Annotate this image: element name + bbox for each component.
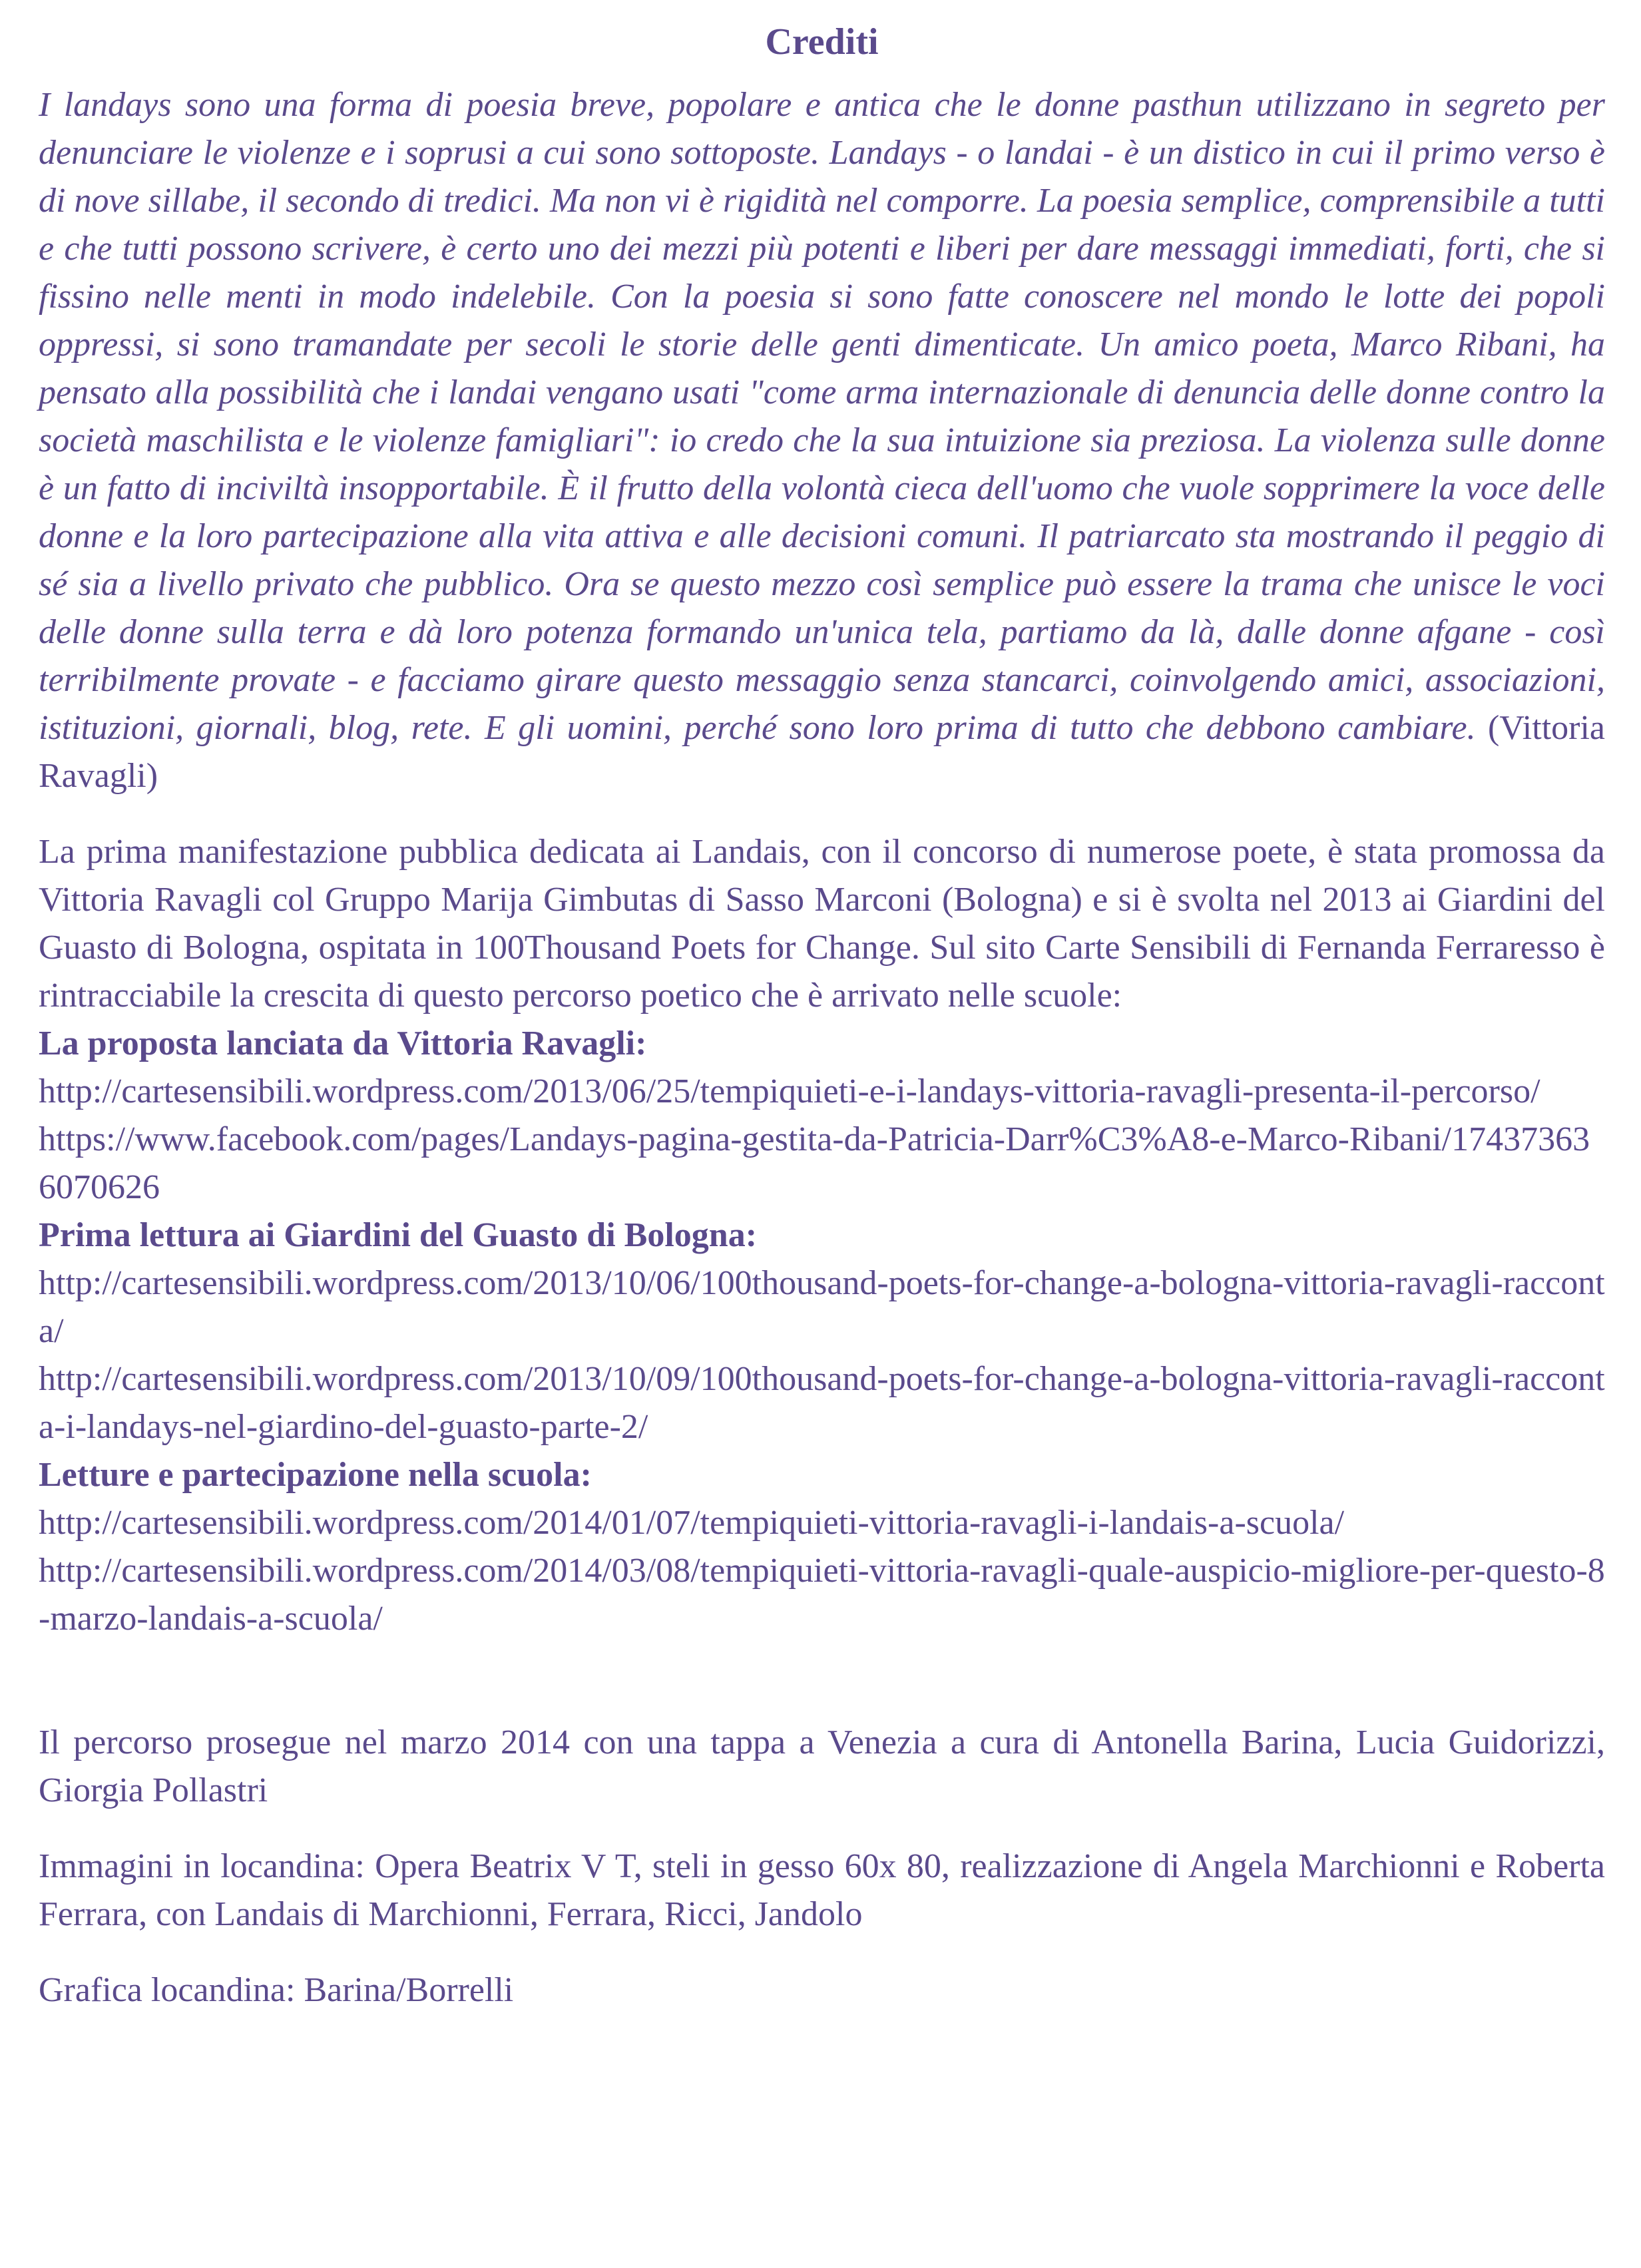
link-proposal-cartesensibili[interactable]: http://cartesensibili.wordpress.com/2013/06/25/tempiquieti-e-i-landays-vittoria-ravagli-presenta-il-percorso/	[39, 1072, 1540, 1110]
history-paragraph: La prima manifestazione pubblica dedicata ai Landais, con il concorso di numerose poete, è stata promossa da Vittoria Ravagli col Gruppo Marija Gimbutas di Sasso Marconi (Bologna) e si è svolta nel 2013 ai Giardini del Guasto di Bologna, ospitata in 100Thousand Poets for Change. Sul sito Carte Sensibili di Fernanda Ferraresso è rintracciabile la crescita di questo percorso poetico che è arrivato nelle scuole:	[39, 833, 1605, 1015]
blank-line	[39, 1643, 1605, 1691]
link-first-reading-part-1[interactable]: http://cartesensibili.wordpress.com/2013/10/06/100thousand-poets-for-change-a-bologna-vittoria-ravagli-racconta/	[39, 1264, 1605, 1350]
link-school-march[interactable]: http://cartesensibili.wordpress.com/2014/03/08/tempiquieti-vittoria-ravagli-quale-auspicio-migliore-per-questo-8-marzo-landais-a-scuola/	[39, 1552, 1605, 1638]
graphics-paragraph: Grafica locandina: Barina/Borrelli	[39, 1971, 514, 2009]
section-heading-first-reading: Prima lettura ai Giardini del Guasto di Bologna:	[39, 1216, 758, 1254]
section-heading-proposal: La proposta lanciata da Vittoria Ravagli:	[39, 1024, 647, 1062]
page-title: Crediti	[765, 21, 879, 63]
intro-paragraph	[39, 81, 1605, 800]
link-proposal-facebook[interactable]: https://www.facebook.com/pages/Landays-pagina-gestita-da-Patricia-Darr%C3%A8-e-Marco-Ribani/174373636070626	[39, 1120, 1590, 1206]
intro-italic-text: I landays sono una forma di poesia breve, popolare e antica che le donne pasthun utilizzano in segreto per denunciare le violenze e i soprusi a cui sono sottoposte. Landays - o landai - è un distico in cui il primo verso è di nove sillabe, il secondo di tredici. Ma non vi è rigidità nel comporre. La poesia semplice, comprensibile a tutti e che tutti possono scrivere, è certo uno dei mezzi più potenti e liberi per dare messaggi immediati, forti, che si fissino nelle menti in modo indelebile. Con la poesia si sono fatte conoscere nel mondo le lotte dei popoli oppressi, si sono tramandate per secoli le storie delle genti dimenticate. Un amico poeta, Marco Ribani, ha pensato alla possibilità che i landai vengano usati "come arma internazionale di denuncia delle donne contro la società maschilista e le violenze famigliari": io credo che la sua intuizione sia preziosa. La violenza sulle donne è un fatto di inciviltà insopportabile. È il frutto della volontà cieca dell'uomo che vuole sopprimere la voce delle donne e la loro partecipazione alla vita attiva e alle decisioni comuni. Il patriarcato sta mostrando il peggio di sé sia a livello privato che pubblico. Ora se questo mezzo così semplice può essere la trama che unisce le voci delle donne sulla terra e dà loro potenza formando un'unica tela, partiamo da là, dalle donne afgane - così terribilmente provate - e facciamo girare questo messaggio senza stancarci, coinvolgendo amici, associazioni, istituzioni, giornali, blog, rete. E gli uomini, perché sono loro prima di tutto che debbono cambiare.	[39, 86, 1605, 747]
venezia-paragraph: Il percorso prosegue nel marzo 2014 con una tappa a Venezia a cura di Antonella Barina, Lucia Guidorizzi, Giorgia Pollastri	[39, 1723, 1605, 1809]
images-paragraph: Immagini in locandina: Opera Beatrix V T, steli in gesso 60x 80, realizzazione di Angela Marchionni e Roberta Ferrara, con Landais di Marchionni, Ferrara, Ricci, Jandolo	[39, 1847, 1605, 1933]
link-school-january[interactable]: http://cartesensibili.wordpress.com/2014/01/07/tempiquieti-vittoria-ravagli-i-landais-a-scuola/	[39, 1504, 1345, 1542]
intro-author: (Vittoria Ravagli)	[39, 709, 1605, 795]
section-heading-school: Letture e partecipazione nella scuola:	[39, 1456, 592, 1494]
link-first-reading-part-2[interactable]: http://cartesensibili.wordpress.com/2013/10/09/100thousand-poets-for-change-a-bologna-vittoria-ravagli-racconta-i-landays-nel-giardino-del-guasto-parte-2/	[39, 1360, 1605, 1446]
